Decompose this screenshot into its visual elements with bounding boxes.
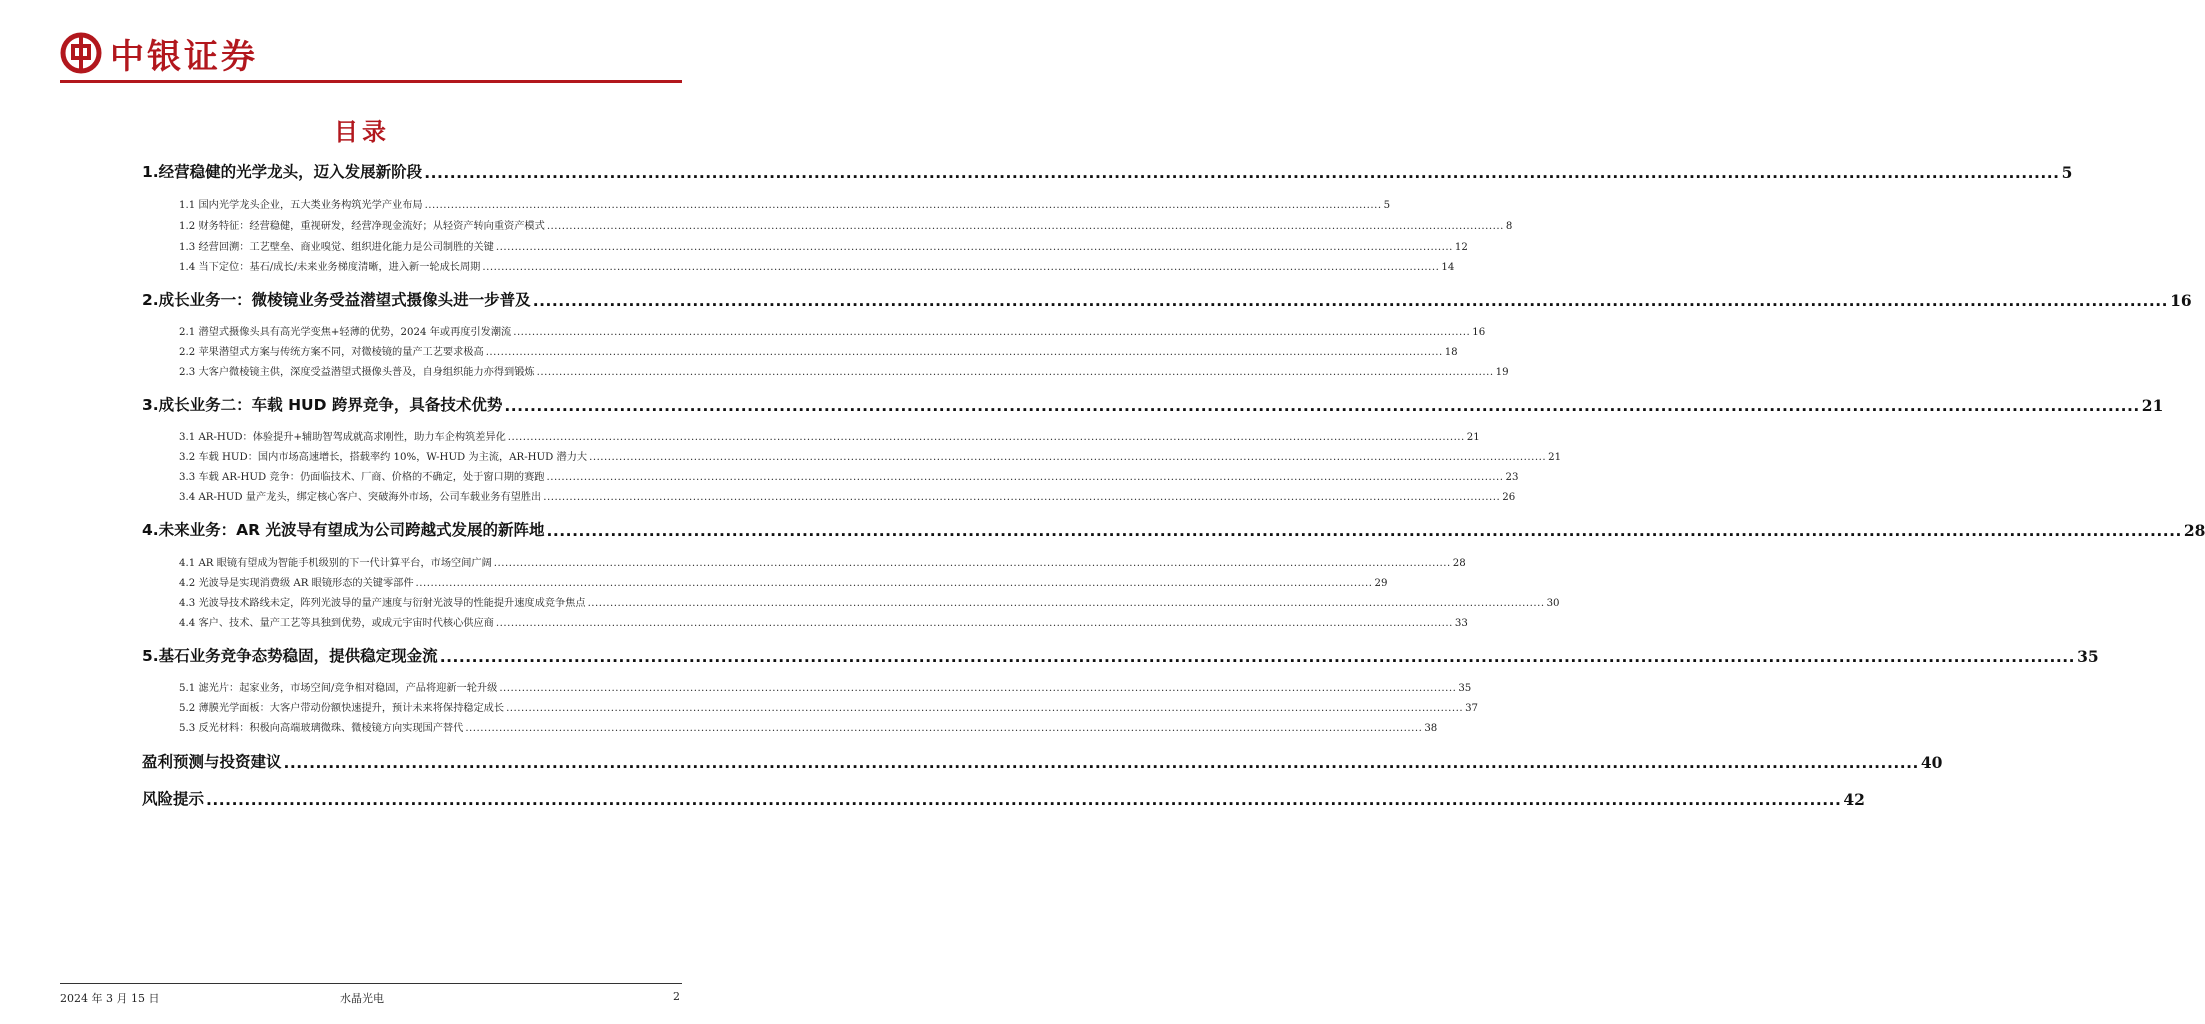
toc-page-number: 16 — [2170, 291, 2192, 310]
toc-item-title: 3.3 车载 AR-HUD 竞争：仍面临技术、厂商、价格的不确定，处于窗口期的赛跑 — [179, 472, 545, 483]
toc-item-2-1[interactable] — [179, 323, 1486, 338]
toc-item-title: 2.1 潜望式摄像头具有高光学变焦+轻薄的优势，2024 年或再度引发潮流 — [179, 327, 512, 338]
toc-item-4-1[interactable] — [179, 554, 1466, 569]
toc-page-number: 33 — [1454, 618, 1468, 629]
footer-rule — [60, 983, 682, 984]
toc-item-title: 4.4 客户、技术、量产工艺等具独到优势，或成元宇宙时代核心供应商 — [179, 618, 494, 629]
footer-company: 水晶光电 — [340, 992, 384, 1005]
toc-item-title: 4.3 光波导技术路线未定，阵列光波导的量产速度与衍射光波导的性能提升速度成竞争焦点 — [179, 598, 586, 609]
toc-item-title: 1.4 当下定位：基石/成长/未来业务梯度清晰，进入新一轮成长周期 — [179, 262, 481, 273]
toc-item-title: 4.1 AR 眼镜有望成为智能手机级别的下一代计算平台，市场空间广阔 — [179, 558, 492, 569]
toc-item-4-3[interactable] — [179, 594, 1560, 609]
toc-section-title: 5.基石业务竞争态势稳固，提供稳定现金流 — [142, 647, 438, 665]
toc-page-number: 37 — [1465, 703, 1479, 714]
toc-item-title: 4.2 光波导是实现消费级 AR 眼镜形态的关键零部件 — [179, 578, 414, 589]
toc-page-number: 19 — [1495, 367, 1509, 378]
bank-of-china-logo-icon — [60, 32, 102, 74]
toc-section-title: 4.未来业务：AR 光波导有望成为公司跨越式发展的新阵地 — [142, 521, 545, 539]
toc-section-4[interactable] — [142, 518, 2205, 540]
toc-item-3-2[interactable] — [179, 448, 1562, 463]
toc-item-title: 1.3 经营回溯：工艺壁垒、商业嗅觉、组织进化能力是公司制胜的关键 — [179, 242, 494, 253]
toc-page-number: 30 — [1546, 598, 1560, 609]
toc-section-title: 3.成长业务二：车载 HUD 跨界竞争，具备技术优势 — [142, 396, 503, 414]
toc-page-number: 28 — [2183, 521, 2205, 540]
toc-section-3[interactable] — [142, 393, 2164, 415]
toc-item-3-4[interactable] — [179, 488, 1516, 503]
toc-page-number: 29 — [1374, 578, 1388, 589]
toc-item-3-1[interactable] — [179, 428, 1480, 443]
toc-item-5-1[interactable] — [179, 679, 1472, 694]
footer-date: 2024 年 3 月 15 日 — [60, 992, 160, 1005]
toc-item-5-3[interactable] — [179, 719, 1438, 734]
toc-section-risk[interactable] — [142, 787, 1865, 809]
header — [60, 28, 258, 78]
toc-item-title: 5.3 反光材料：积极向高端玻璃微珠、微棱镜方向实现国产替代 — [179, 723, 464, 734]
toc-item-title: 3.1 AR-HUD：体验提升+辅助智驾成就高求刚性，助力车企构筑差异化 — [179, 432, 506, 443]
toc-item-title: 3.4 AR-HUD 量产龙头，绑定核心客户、突破海外市场，公司车载业务有望胜出 — [179, 492, 542, 503]
toc-page-number: 12 — [1454, 242, 1468, 253]
toc-page-number: 5 — [1383, 200, 1391, 211]
toc-section-5[interactable] — [142, 644, 2099, 666]
toc-page-number: 21 — [1548, 452, 1562, 463]
toc-item-title: 3.2 车载 HUD：国内市场高速增长，搭载率约 10%，W-HUD 为主流，AR-HUD 潜力大 — [179, 452, 588, 463]
toc-item-1-2[interactable] — [179, 217, 1513, 232]
toc-page-number: 14 — [1441, 262, 1455, 273]
toc-section-forecast[interactable] — [142, 750, 1943, 772]
toc-page-number: 38 — [1424, 723, 1438, 734]
toc-page-number: 28 — [1452, 558, 1466, 569]
toc-item-1-1[interactable] — [179, 196, 1391, 211]
toc-page-number: 5 — [2061, 163, 2073, 182]
toc-item-2-2[interactable] — [179, 343, 1458, 358]
toc-page-number: 21 — [1466, 432, 1480, 443]
toc-page-number: 21 — [2141, 396, 2164, 415]
toc-section-title: 风险提示 — [142, 790, 205, 808]
toc-section-2[interactable] — [142, 288, 2192, 310]
footer-page-number: 2 — [673, 990, 680, 1003]
toc-item-1-3[interactable] — [179, 238, 1468, 253]
toc-section-1[interactable] — [142, 160, 2073, 182]
toc-item-title: 2.3 大客户微棱镜主供，深度受益潜望式摄像头普及，自身组织能力亦得到锻炼 — [179, 367, 535, 378]
toc-section-title: 1.经营稳健的光学龙头，迈入发展新阶段 — [142, 163, 423, 181]
page-title: 目录 — [334, 118, 390, 146]
toc-section-title: 盈利预测与投资建议 — [142, 753, 282, 771]
toc-item-title: 5.1 滤光片：起家业务，市场空间/竞争相对稳固，产品将迎新一轮升级 — [179, 683, 498, 694]
toc-page-number: 16 — [1472, 327, 1486, 338]
toc-item-5-2[interactable] — [179, 699, 1479, 714]
toc-page-number: 35 — [1458, 683, 1472, 694]
toc-item-title: 1.1 国内光学龙头企业，五大类业务构筑光学产业布局 — [179, 200, 423, 211]
toc-item-4-4[interactable] — [179, 614, 1468, 629]
brand-name: 中银证券 — [110, 36, 258, 77]
toc-item-4-2[interactable] — [179, 574, 1388, 589]
toc-page-number: 23 — [1505, 472, 1519, 483]
toc-item-title: 2.2 苹果潜望式方案与传统方案不同，对微棱镜的量产工艺要求极高 — [179, 347, 484, 358]
toc-page-number: 18 — [1444, 347, 1458, 358]
toc-page-number: 35 — [2077, 647, 2099, 666]
toc-item-1-4[interactable] — [179, 258, 1455, 273]
toc-page-number: 8 — [1505, 221, 1513, 232]
toc-item-title: 5.2 薄膜光学面板：大客户带动份额快速提升，预计未来将保持稳定成长 — [179, 703, 505, 714]
toc-section-title: 2.成长业务一：微棱镜业务受益潜望式摄像头进一步普及 — [142, 291, 531, 309]
header-rule — [60, 80, 682, 83]
toc-item-3-3[interactable] — [179, 468, 1519, 483]
toc-item-2-3[interactable] — [179, 363, 1509, 378]
toc-page-number: 26 — [1502, 492, 1516, 503]
toc-item-title: 1.2 财务特征：经营稳健，重视研发，经营净现金流好；从轻资产转向重资产模式 — [179, 221, 545, 232]
toc-page-number: 40 — [1920, 753, 1943, 772]
toc-page-number: 42 — [1843, 790, 1865, 809]
